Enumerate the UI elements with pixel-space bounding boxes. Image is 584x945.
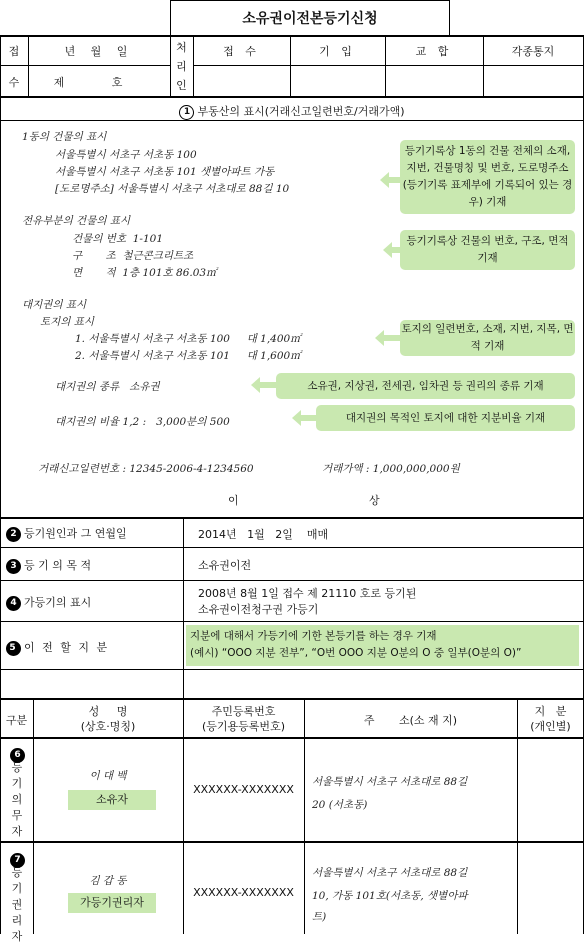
building-line-3: [도로명주소] 서울특별시 서초구 서초대로 88길 10 — [55, 183, 290, 195]
processor-label-1: 처 — [176, 41, 187, 54]
exclusive-line-2: 구 조 철근콘크리트조 — [72, 250, 194, 262]
obligor-address-1: 서울특별시 서초구 서초대로 88길 — [312, 776, 468, 788]
holder-name: 김 갑 동 — [89, 875, 127, 887]
note-building: 등기기록상 1동의 건물 전체의 소재, 지번, 건물명칭 및 번호, 도로명주소(등기기록 표제부에 기록되어 있는 경우) 기재 — [400, 140, 575, 214]
land-title: 토지의 표시 — [40, 316, 95, 328]
land-right-title: 대지권의 표시 — [22, 299, 87, 311]
collation-column: 교 합 — [415, 45, 453, 58]
processor-label-2: 리 — [176, 60, 187, 73]
note-exclusive: 등기기록상 건물의 번호, 구조, 면적 기재 — [400, 230, 575, 270]
processor-label-3: 인 — [176, 79, 187, 92]
below-mark-2: 상 — [369, 494, 380, 507]
holder-label-5: 자 — [11, 930, 23, 943]
below-mark-1: 이 — [228, 494, 239, 507]
building-line-1: 서울특별시 서초구 서초동 100 — [55, 149, 197, 161]
holder-label-1: 등 — [11, 866, 23, 879]
holder-id: XXXXXX-XXXXXXX — [193, 886, 294, 899]
section1-heading: 1 부동산의 표시(거래신고일련번호/거래가액) — [0, 103, 584, 120]
land-right-type: 대지권의 종류 소유권 — [55, 381, 160, 393]
note-land: 토지의 일련번호, 소재, 지번, 지목, 면적 기재 — [400, 320, 575, 356]
note-share-line-2: (예시) “OOO 지분 전부”, “O번 OOO 지분 O분의 O 중 일부(O분의 O)” — [190, 647, 522, 659]
land-line-1: 1. 서울특별시 서초구 서초동 100 대 1,400㎡ — [75, 333, 301, 345]
row4-value-1: 2008년 8월 1일 접수 제 21110 호로 등기된 — [198, 587, 417, 600]
holder-label-3: 권 — [11, 898, 23, 911]
receipt-column: 접 수 — [223, 45, 260, 58]
obligor-number: 6 — [10, 745, 28, 764]
row3-label: 3 등 기 의 목 적 — [6, 557, 91, 574]
col-kind: 구분 — [5, 714, 28, 727]
land-right-ratio: 대지권의 비율 1,2 : 3,000분의 500 — [55, 416, 230, 428]
holder-label-4: 리 — [11, 914, 23, 927]
exclusive-line-1: 건물의 번호 1-101 — [72, 233, 163, 245]
obligor-name: 이 대 백 — [89, 770, 127, 782]
row2-label: 2 등기원인과 그 연월일 — [6, 525, 127, 542]
exclusive-title: 전유부분의 건물의 표시 — [22, 215, 131, 227]
obligor-label-4: 무 — [11, 809, 23, 822]
obligor-address-2: 20 (서초동) — [312, 799, 368, 811]
holder-address-1: 서울특별시 서초구 서초대로 88길 — [312, 867, 468, 879]
obligor-id: XXXXXX-XXXXXXX — [193, 783, 294, 796]
obligor-label-5: 자 — [11, 825, 23, 838]
number-label: 제 호 — [53, 76, 145, 89]
note-share-line-1: 지분에 대해서 가등기에 기한 본등기를 하는 경우 기재 — [190, 630, 437, 642]
col-id-1: 주민등록번호 — [211, 705, 276, 718]
receipt-label-top: 접 — [8, 45, 20, 58]
col-share-2: (개인별) — [530, 720, 571, 733]
section1-number: 1 — [179, 105, 194, 120]
row4-value-2: 소유권이전청구권 가등기 — [198, 603, 319, 616]
col-address: 주 소(소 재 지) — [363, 714, 458, 727]
notices-column: 각종통지 — [511, 45, 555, 58]
note-right-ratio: 대지권의 목적인 토지에 대한 지분비율 기재 — [316, 405, 575, 431]
holder-address-3: 트) — [312, 911, 327, 923]
note-share — [186, 625, 579, 666]
obligor-label-2: 기 — [11, 777, 23, 790]
holder-label-2: 기 — [11, 882, 23, 895]
holder-number: 7 — [10, 850, 28, 869]
trade-serial: 거래신고일련번호 : 12345-2006-4-1234560 — [38, 463, 254, 475]
holder-address-2: 10, 가동 101호(서초동, 샛별아파 — [312, 890, 468, 902]
obligor-label-3: 의 — [11, 793, 23, 806]
col-id-2: (등기용등록번호) — [202, 720, 285, 733]
col-name-1: 성 명 — [88, 705, 128, 718]
holder-tag: 가등기권리자 — [68, 893, 156, 913]
row3-value: 소유권이전 — [198, 559, 252, 572]
row5-label: 5 이 전 할 지 분 — [6, 639, 109, 656]
obligor-tag: 소유자 — [68, 790, 156, 810]
building-line-2: 서울특별시 서초구 서초동 101 샛별아파트 가동 — [55, 166, 275, 178]
col-share-1: 지 분 — [534, 705, 567, 718]
exclusive-line-3: 면 적 1층 101호 86.03㎡ — [72, 267, 217, 279]
row2-value: 2014년 1월 2일 매매 — [198, 528, 329, 541]
land-line-2: 2. 서울특별시 서초구 서초동 101 대 1,600㎡ — [75, 350, 301, 362]
form-title: 소유권이전본등기신청 — [242, 11, 378, 27]
row4-label: 4 가등기의 표시 — [6, 594, 91, 611]
date-label: 년 월 일 — [64, 45, 134, 58]
obligor-label-1: 등 — [11, 761, 23, 774]
entry-column: 기 입 — [319, 45, 356, 58]
trade-price: 거래가액 : 1,000,000,000원 — [322, 463, 460, 475]
building-title: 1동의 건물의 표시 — [22, 131, 107, 143]
note-right-type: 소유권, 지상권, 전세권, 임차권 등 권리의 종류 기재 — [276, 373, 575, 399]
col-name-2: (상호·명칭) — [80, 720, 136, 733]
receipt-label-bottom: 수 — [8, 76, 20, 89]
